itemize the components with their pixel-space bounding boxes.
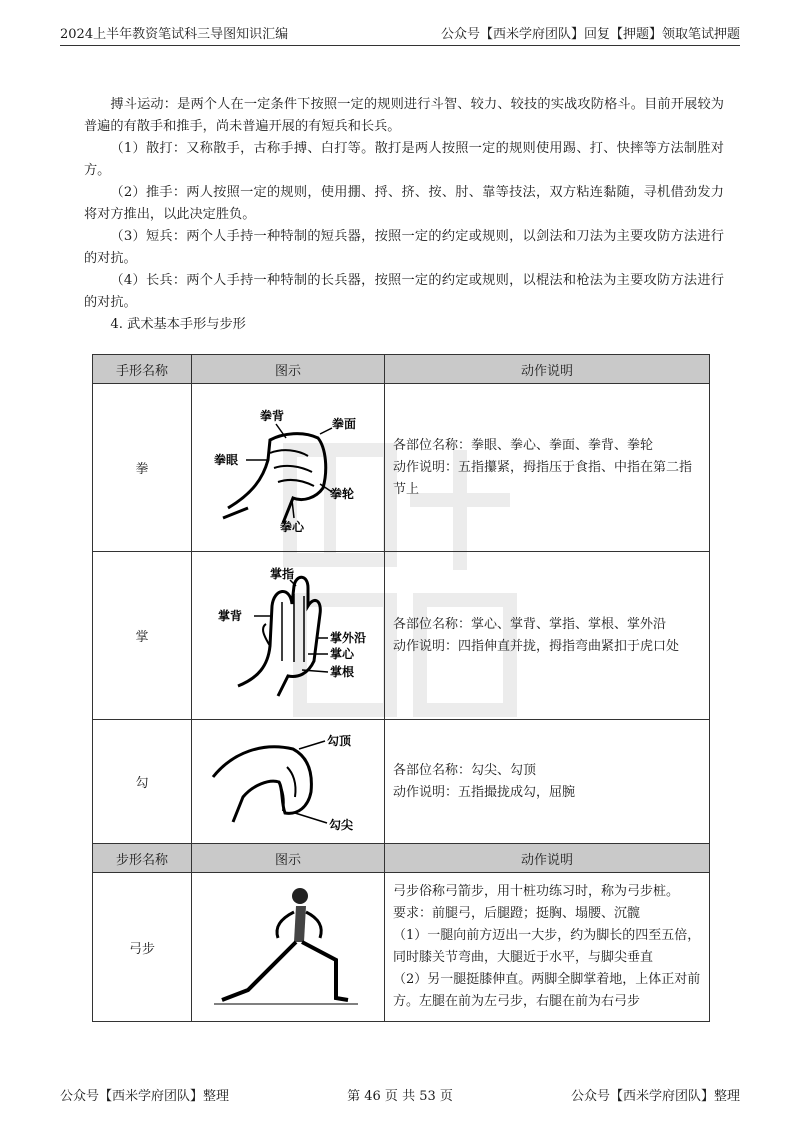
table-row [93,720,710,844]
palm-label: 掌指 [270,566,295,581]
palm-label: 掌外沿 [330,630,367,645]
paragraph: （3）短兵：两个人手持一种特制的短兵器，按照一定的约定或规则，以剑法和刀法为主要攻防方法进行的对抗。 [84,229,724,266]
fist-label: 拳心 [280,519,305,534]
parts-text: 各部位名称：拳眼、拳心、拳面、拳背、拳轮 [393,437,654,453]
form-description [385,873,710,1022]
header-title: 2024上半年教资笔试科三导图知识汇编 [60,27,289,42]
figure-cell [192,552,385,720]
form-name: 掌 [93,552,192,720]
fist-label: 拳轮 [330,486,355,501]
desc-line: 弓步俗称弓箭步，用十桩功练习时，称为弓步桩。 [393,884,680,899]
hand-header-row [93,355,710,384]
step-header-row [93,844,710,873]
paragraph: 搏斗运动：是两个人在一定条件下按照一定的规则进行斗智、较力、较技的实战攻防格斗。目前开展较为普遍的有散手和推手，尚未普遍开展的有短兵和长兵。 [84,97,724,134]
action-text: 动作说明：四指伸直并拢，拇指弯曲紧扣于虎口处 [393,638,680,654]
forms-table [92,354,710,1022]
desc-line: （1）一腿向前方迈出一大步，约为脚长的四至五倍，同时膝关节弯曲，大腿近于水平，与脚尖垂直 [393,928,701,965]
form-description [385,384,710,552]
body-text [84,94,724,336]
header-promo: 公众号【西米学府团队】回复【押题】领取笔试押题 [440,27,740,42]
paragraph: （2）推手：两人按照一定的规则，使用掤、捋、挤、按、肘、靠等技法，双方粘连黏随，寻机借劲发力将对方推出，以此决定胜负。 [84,185,724,222]
parts-text: 各部位名称：勾尖、勾顶 [393,762,537,778]
palm-label: 掌根 [330,664,355,679]
table-row [93,873,710,1022]
figure-cell [192,384,385,552]
page-header [60,20,740,46]
col-header-name: 步形名称 [93,844,192,873]
hook-label: 勾尖 [329,817,354,832]
form-name: 拳 [93,384,192,552]
page-footer [60,1085,740,1104]
action-text: 动作说明：五指攥紧，拇指压于食指、中指在第二指节上 [393,459,693,497]
col-header-name: 手形名称 [93,355,192,384]
desc-line: 要求：前腿弓，后腿蹬；挺胸、塌腰、沉髋 [393,906,641,921]
fist-label: 拳眼 [214,452,239,467]
palm-label: 掌心 [330,646,355,661]
section-heading: 4. 武术基本手形与步形 [110,317,246,332]
hook-illustration [203,727,373,837]
footer-right: 公众号【西米学府团队】整理 [570,1089,740,1104]
parts-text: 各部位名称：掌心、掌背、掌指、掌根、掌外沿 [393,616,667,632]
figure-cell [192,720,385,844]
fist-label: 拳背 [260,408,285,423]
desc-line: （2）另一腿挺膝伸直。两脚全脚掌着地，上体正对前方。左腿在前为左弓步，右腿在前为右弓步 [393,972,701,1009]
col-header-figure: 图示 [192,844,385,873]
col-header-figure: 图示 [192,355,385,384]
form-name: 弓步 [93,873,192,1022]
col-header-desc: 动作说明 [385,844,710,873]
col-header-desc: 动作说明 [385,355,710,384]
figure-cell [192,873,385,1022]
fist-label: 拳面 [332,416,357,431]
footer-left: 公众号【西米学府团队】整理 [60,1089,230,1104]
form-name: 勾 [93,720,192,844]
paragraph: （4）长兵：两个人手持一种特制的长兵器，按照一定的约定或规则，以棍法和枪法为主要攻防方法进行的对抗。 [84,273,724,310]
palm-illustration [208,566,368,706]
fist-illustration [208,398,368,538]
table-row [93,552,710,720]
form-description [385,720,710,844]
page-number: 第 46 页 共 53 页 [347,1089,453,1104]
paragraph: （1）散打：又称散手，古称手搏、白打等。散打是两人按照一定的规则使用踢、打、快摔等方法制胜对方。 [84,141,724,178]
table-row [93,384,710,552]
hook-label: 勾顶 [327,733,352,748]
palm-label: 掌背 [218,608,243,623]
form-description [385,552,710,720]
bow-stance-illustration [208,882,368,1012]
action-text: 动作说明：五指撮拢成勾，屈腕 [393,784,576,800]
